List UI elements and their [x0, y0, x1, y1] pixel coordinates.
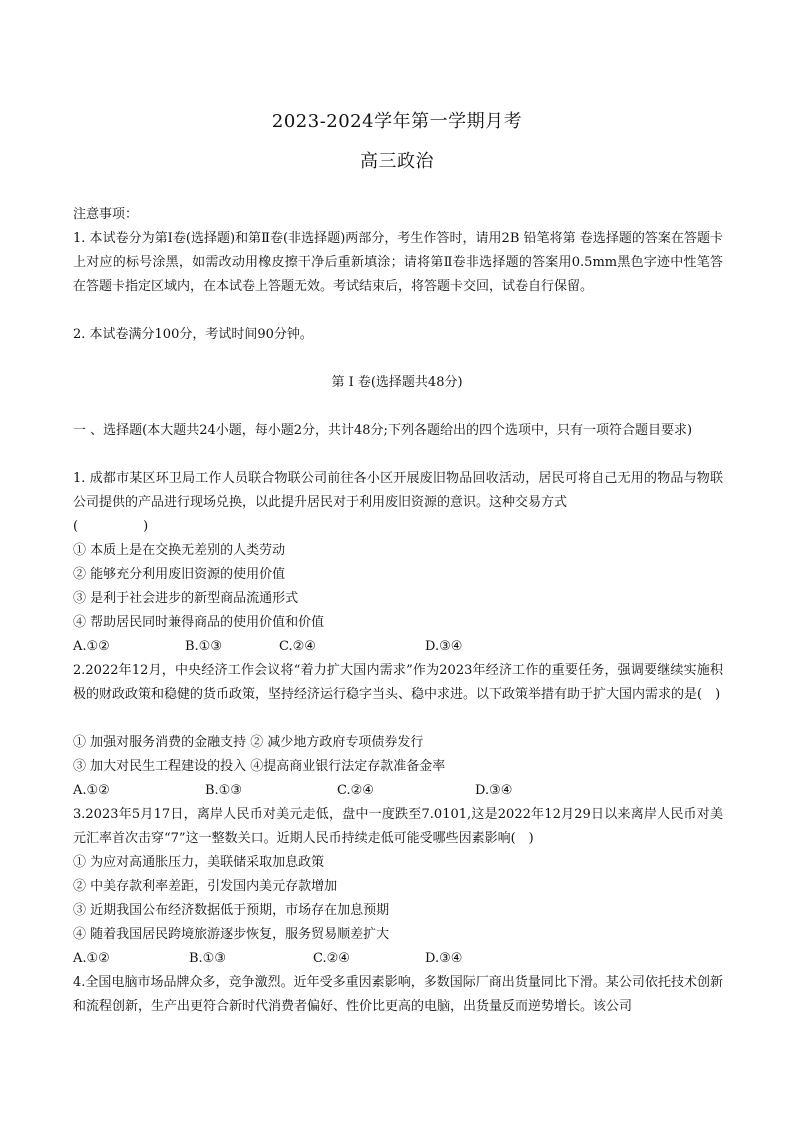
option-d: D.③④: [425, 951, 463, 966]
option-c: C.②④: [337, 783, 374, 798]
exam-subject: 高三政治: [360, 151, 434, 172]
notice-heading: 注意事项：: [73, 207, 139, 222]
question-3-options: [73, 947, 723, 971]
option-d: D.③④: [475, 783, 513, 798]
section-instructions: 一 、选择题(本大题共24小题，每小题2分，共计48分;下列各题给出的四个选项中，只有一项符合题目要求): [73, 423, 693, 438]
question-3-statement-1: ① 为应对高通胀压力，美联储采取加息政策: [73, 855, 325, 870]
question-3-statement-4: ④ 随着我国居民跨境旅游逐步恢复，服务贸易顺差扩大: [73, 927, 390, 942]
option-b: B.①③: [185, 639, 222, 654]
question-1-statement-1: ① 本质上是在交换无差别的人类劳动: [73, 543, 286, 558]
question-1-blank: ( ): [73, 519, 149, 534]
question-2-options: [73, 779, 723, 803]
option-b: B.①③: [189, 951, 226, 966]
option-a: A.①②: [73, 783, 110, 798]
notice-item-1: 1. 本试卷分为第Ⅰ卷(选择题)和第Ⅱ卷(非选择题)两部分，考生作答时，请用2B 铅笔将第 卷选择题的答案在答题卡上对应的标号涂黑，如需改动用橡皮擦干净后重新填涂；请将第Ⅱ卷非选择题的答案用0.5mm黑色字迹中性笔答在答题卡指定区域内，在本试卷上答题无效。考试结束后，将答题卡交回，试卷自行保留。: [73, 231, 723, 294]
section-title: 第 Ⅰ 卷(选择题共48分): [331, 375, 463, 390]
question-3-statement-2: ② 中美存款利率差距，引发国内美元存款增加: [73, 879, 338, 894]
question-1-stem: 1. 成都市某区环卫局工作人员联合物联公司前往各小区开展废旧物品回收活动，居民可将自己无用的物品与物联公司提供的产品进行现场兑换，以此提升居民对于利用废旧资源的意识。这种交易方式: [73, 471, 723, 510]
question-1-statement-4: ④ 帮助居民同时兼得商品的使用价值和价值: [73, 615, 325, 630]
question-2-statements-1-2: ① 加强对服务消费的金融支持 ② 减少地方政府专项债券发行: [73, 735, 424, 750]
question-1-options: [73, 635, 723, 659]
option-a: A.①②: [73, 639, 110, 654]
option-c: C.②④: [313, 951, 350, 966]
notice-item-2: 2. 本试卷满分100分，考试时间90分钟。: [73, 327, 313, 342]
question-1-statement-2: ② 能够充分利用废旧资源的使用价值: [73, 567, 286, 582]
question-2-statements-3-4: ③ 加大对民生工程建设的投入 ④提高商业银行法定存款准备金率: [73, 759, 446, 774]
question-4-stem: 4.全国电脑市场品牌众多，竞争激烈。近年受多重因素影响，多数国际厂商出货量同比下滑。某公司依托技术创新和流程创新，生产出更符合新时代消费者偏好、性价比更高的电脑，出货量反而逆势增长。该公司: [73, 975, 723, 1014]
question-1-statement-3: ③ 是利于社会进步的新型商品流通形式: [73, 591, 299, 606]
question-3-statement-3: ③ 近期我国公布经济数据低于预期，市场存在加息预期: [73, 903, 390, 918]
option-a: A.①②: [73, 951, 110, 966]
option-d: D.③④: [425, 639, 463, 654]
question-2-stem: 2.2022年12月，中央经济工作会议将“着力扩大国内需求”作为2023年经济工作的重要任务，强调要继续实施积极的财政政策和稳健的货币政策，坚持经济运行稳字当头、稳中求进。以下政策举措有助于扩大国内需求的是( ): [73, 663, 723, 702]
option-c: C.②④: [279, 639, 316, 654]
exam-title: 2023-2024学年第一学期月考: [271, 111, 523, 132]
option-b: B.①③: [205, 783, 242, 798]
question-3-stem: 3.2023年5月17日，离岸人民币对美元走低，盘中一度跌至7.0101,这是2022年12月29日以来离岸人民币对美元汇率首次击穿“7”这一整数关口。近期人民币持续走低可能受哪些因素影响( ): [73, 807, 723, 846]
